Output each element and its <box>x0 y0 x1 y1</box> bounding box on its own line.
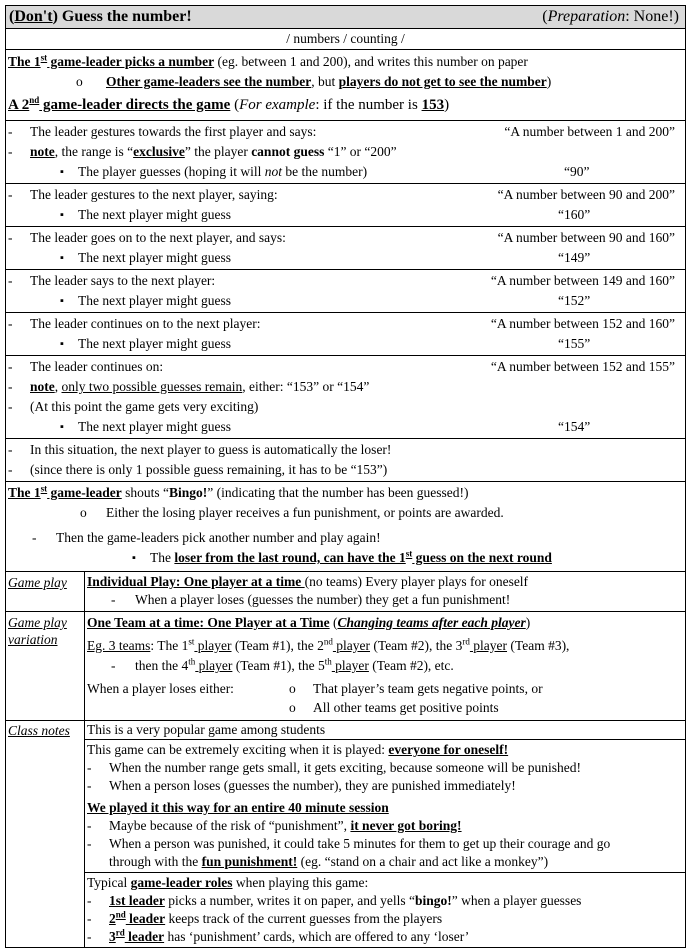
tags: / numbers / counting / <box>286 31 405 46</box>
dash-bullet-icon: - <box>8 442 13 457</box>
document <box>5 5 686 948</box>
dash-bullet-icon: - <box>8 316 13 331</box>
class-notes-section: Class notes This is a very popular game among students This game can be extremely exciting when it is played: everyone for oneself! - When the number range gets small, it gets exciting, because someone will be punished! - When a person loses (guesses the number), they are punished immediately! We played it this way for an entire 40 minute session - Maybe because of the risk of “punishment”, it never got boring! - When a person was punished, it could take 5 minutes for them to get up their courage and go through with the fun punishment! (eg. “stand on a chair and act like a monkey”) Typical game-leader roles when playing this game: - 1st leader picks a number, writes it on paper, and yells “bingo!” when a player guesses - 2nd leader keeps track of the current guesses from the players - 3rd leader has ‘punishment’ cards, which are offered to any ‘loser’ <box>6 720 685 947</box>
dash-bullet-icon: - <box>8 273 13 288</box>
square-bullet-icon: ▪ <box>60 209 64 221</box>
dash-bullet-icon: - <box>87 911 92 926</box>
step-1: - The leader gestures towards the first player and says: “A number between 1 and 200” - note, the range is “exclusive” the player cannot guess “1” or “200” ▪ The player guesses (hoping it will not be the number) “90” <box>6 120 685 183</box>
roles-notes: Typical game-leader roles when playing this game: - 1st leader picks a number, writes it on paper, and yells “bingo!” when a player guesses - 2nd leader keeps track of the current guesses from the players - 3rd leader has ‘punishment’ cards, which are offered to any ‘loser’ <box>85 872 685 947</box>
dash-bullet-icon: - <box>87 836 92 851</box>
range-quote: “A number between 152 and 160” <box>490 316 675 331</box>
dash-bullet-icon: - <box>111 592 116 607</box>
intro-line-3: A 2nd game-leader directs the game (For example: if the number is 153) <box>8 95 450 113</box>
loser-section: - In this situation, the next player to guess is automatically the loser! - (since there is only 1 possible guess remaining, it has to be “153”) <box>6 438 685 481</box>
variation-section: Game play variation One Team at a time: One Player at a Time (Changing teams after each player) Eg. 3 teams: The 1st player (Team #1), the 2nd player (Team #2), the 3rd player (Team #3), - then the 4th player (Team #1), the 5th player (Team #2), etc. When a player loses either: o That player’s team gets negative points, or o All other teams get positive points <box>6 611 685 720</box>
title-row <box>6 6 685 28</box>
square-bullet-icon: ▪ <box>60 166 64 178</box>
dash-bullet-icon: - <box>87 818 92 833</box>
range-quote: “A number between 152 and 155” <box>490 359 675 374</box>
dash-bullet-icon: - <box>8 379 13 394</box>
game-title: (Don't) Guess the number! <box>9 8 192 25</box>
circle-bullet-icon: o <box>76 74 83 89</box>
guess-value: “149” <box>558 250 591 265</box>
square-bullet-icon: ▪ <box>60 421 64 433</box>
dash-bullet-icon: - <box>8 359 13 374</box>
dash-bullet-icon: - <box>8 230 13 245</box>
range-quote: “A number between 90 and 160” <box>497 230 675 245</box>
intro-line-1: The 1st game-leader picks a number (eg. between 1 and 200), and writes this number on paper <box>8 52 528 69</box>
guess-value: “90” <box>564 164 590 179</box>
guess-value: “152” <box>558 293 591 308</box>
gameplay-label: Game play <box>6 572 85 611</box>
preparation: (Preparation: None!) <box>542 8 679 25</box>
dash-bullet-icon: - <box>111 658 116 673</box>
dash-bullet-icon: - <box>8 399 13 414</box>
dash-bullet-icon: - <box>87 929 92 944</box>
step-3: - The leader goes on to the next player, and says: “A number between 90 and 160” ▪ The next player might guess “149” <box>6 226 685 269</box>
dash-bullet-icon: - <box>87 893 92 908</box>
step-4: - The leader says to the next player: “A number between 149 and 160” ▪ The next player might guess “152” <box>6 269 685 312</box>
tags-row <box>6 28 685 49</box>
variation-label: Game play variation <box>6 612 85 720</box>
range-quote: “A number between 90 and 200” <box>497 187 675 202</box>
dash-bullet-icon: - <box>87 760 92 775</box>
guess-value: “160” <box>558 207 591 222</box>
intro-line-2: o Other game-leaders see the number, but players do not get to see the number) <box>8 72 685 92</box>
circle-bullet-icon: o <box>289 700 296 715</box>
circle-bullet-icon: o <box>80 505 87 520</box>
square-bullet-icon: ▪ <box>132 552 136 564</box>
step-6: - The leader continues on: “A number between 152 and 155” - note, only two possible guesses remain, either: “153” or “154” - (At this point the game gets very exciting) ▪ The next player might guess “154” <box>6 355 685 438</box>
dash-bullet-icon: - <box>8 187 13 202</box>
intro-section <box>6 49 685 120</box>
circle-bullet-icon: o <box>289 681 296 696</box>
guess-value: “155” <box>558 336 591 351</box>
square-bullet-icon: ▪ <box>60 338 64 350</box>
class-notes-label: Class notes <box>6 721 85 947</box>
range-quote: “A number between 1 and 200” <box>504 124 675 139</box>
dash-bullet-icon: - <box>87 778 92 793</box>
excitement-notes: This game can be extremely exciting when it is played: everyone for oneself! - When the number range gets small, it gets exciting, because someone will be punished! - When a person loses (guesses the number), they are punished immediately! We played it this way for an entire 40 minute session - Maybe because of the risk of “punishment”, it never got boring! - When a person was punished, it could take 5 minutes for them to get up their courage and go through with the fun punishment! (eg. “stand on a chair and act like a monkey”) <box>85 739 685 872</box>
dash-bullet-icon: - <box>8 144 13 159</box>
step-2: - The leader gestures to the next player, saying: “A number between 90 and 200” ▪ The next player might guess “160” <box>6 183 685 226</box>
dash-bullet-icon: - <box>8 124 13 139</box>
dash-bullet-icon: - <box>8 462 13 477</box>
range-quote: “A number between 149 and 160” <box>490 273 675 288</box>
guess-value: “154” <box>558 419 591 434</box>
square-bullet-icon: ▪ <box>60 295 64 307</box>
step-5: - The leader continues on to the next player: “A number between 152 and 160” ▪ The next player might guess “155” <box>6 312 685 355</box>
dash-bullet-icon: - <box>32 530 37 545</box>
bingo-section: The 1st game-leader shouts “Bingo!” (indicating that the number has been guessed!) o Either the losing player receives a fun punishment, or points are awarded. - Then the game-leaders pick another number and play again! ▪ The loser from the last round, can have the 1st guess on the next round <box>6 481 685 571</box>
square-bullet-icon: ▪ <box>60 252 64 264</box>
gameplay-section: Game play Individual Play: One player at a time (no teams) Every player plays for oneself - When a player loses (guesses the number) they get a fun punishment! <box>6 571 685 611</box>
